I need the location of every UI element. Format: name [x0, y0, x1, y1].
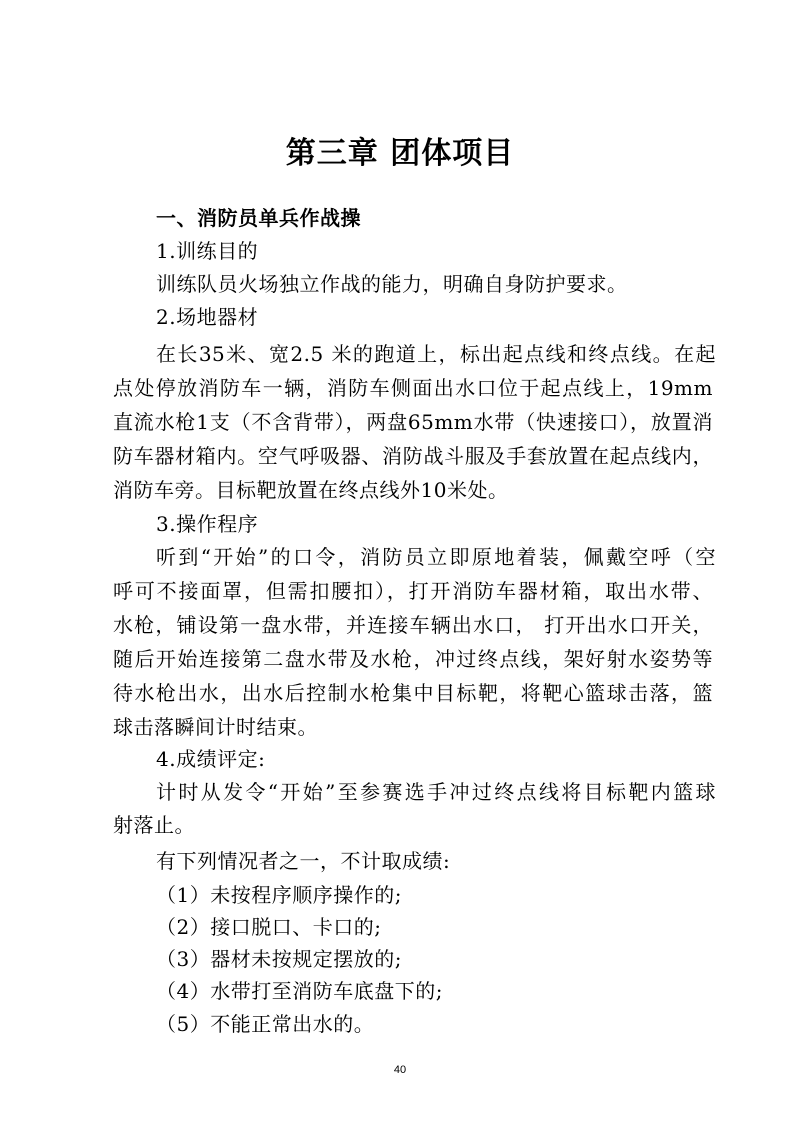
- paragraph-line: 水枪，铺设第一盘水带，并连接车辆出水口， 打开出水口开关，: [113, 613, 713, 637]
- paragraph-line: 消防车旁。目标靶放置在终点线外10米处。: [113, 478, 509, 502]
- condition-item: （1）未按程序顺序操作的;: [156, 883, 402, 907]
- paragraph-line: 防车器材箱内。空气呼吸器、消防战斗服及手套放置在起点线内，: [113, 444, 713, 468]
- paragraph-line: 射落止。: [113, 813, 195, 837]
- paragraph-line: 听到“开始”的口令，消防员立即原地着装，佩戴空呼（空: [156, 545, 716, 569]
- paragraph-line: 点处停放消防车一辆，消防车侧面出水口位于起点线上，19mm: [113, 376, 713, 400]
- page-number: 40: [393, 1064, 407, 1076]
- paragraph-line: 随后开始连接第二盘水带及水枪，冲过终点线，架好射水姿势等: [113, 647, 713, 671]
- condition-item: （3）器材未按规定摆放的;: [156, 947, 402, 971]
- subsection-heading-4: 4.成绩评定:: [156, 747, 266, 771]
- paragraph-line: 直流水枪1支（不含背带），两盘65mm水带（快速接口），放置消: [113, 410, 713, 434]
- paragraph-line: 在长35米、宽2.5 米的跑道上，标出起点线和终点线。在起: [156, 342, 716, 366]
- paragraph-line: 计时从发令“开始”至参赛选手冲过终点线将目标靶内篮球: [156, 780, 716, 804]
- condition-item: （2）接口脱口、卡口的;: [156, 915, 382, 939]
- section-heading: 一、消防员单兵作战操: [156, 206, 361, 230]
- condition-item: （4）水带打至消防车底盘下的;: [156, 979, 443, 1003]
- chapter-title: 第三章 团体项目: [285, 136, 515, 171]
- condition-item: （5）不能正常出水的。: [156, 1012, 375, 1036]
- conditions-intro: 有下列情况者之一，不计取成绩:: [156, 849, 451, 873]
- paragraph-line: 呼可不接面罩，但需扣腰扣），打开消防车器材箱，取出水带、: [113, 579, 713, 603]
- subsection-heading-2: 2.场地器材: [156, 305, 259, 329]
- paragraph-line: 训练队员火场独立作战的能力，明确自身防护要求。: [156, 272, 628, 296]
- subsection-heading-1: 1.训练目的: [156, 239, 259, 263]
- subsection-heading-3: 3.操作程序: [156, 512, 259, 536]
- paragraph-line: 球击落瞬间计时结束。: [113, 715, 318, 739]
- paragraph-line: 待水枪出水，出水后控制水枪集中目标靶，将靶心篮球击落，篮: [113, 681, 713, 705]
